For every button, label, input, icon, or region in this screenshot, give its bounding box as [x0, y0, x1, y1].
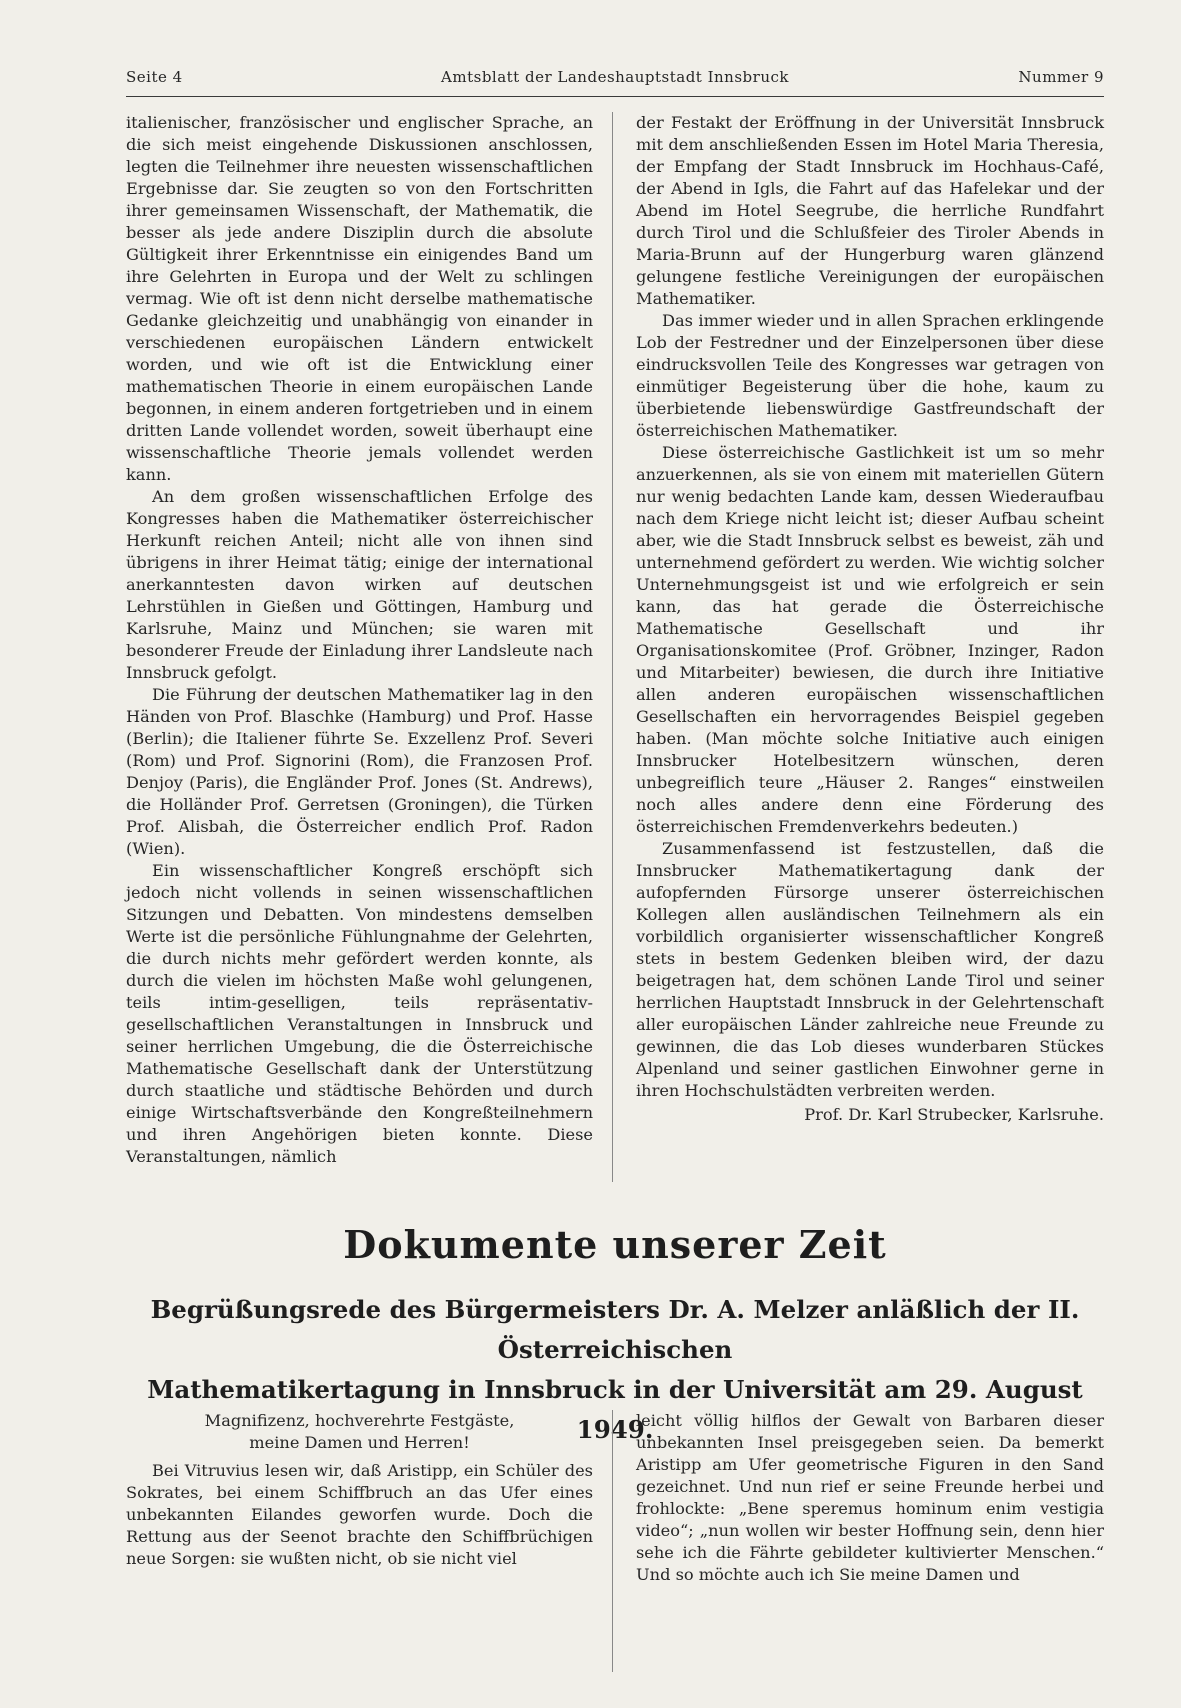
- page-header: [126, 68, 1104, 92]
- article1-right-column: [636, 112, 1104, 1126]
- speech-greeting: Magnifizenz, hochverehrte Festgäste,: [204, 1411, 515, 1430]
- article1-left-column: [126, 112, 593, 1168]
- paragraph: Diese österreichische Gastlichkeit ist um so mehr anzuerkennen, als sie von einem mit materiellen Gütern nur wenig bedachten Lande kam, dessen Wiederaufbau nach dem Kriege nicht leicht ist; dieser Aufbau scheint aber, wie die Stadt Innsbruck selbst es beweist, zäh und unternehmend gefördert zu werden. Wie wichtig solcher Unternehmungsgeist ist und wie erfolgreich er sein kann, das hat gerade die Österreichische Mathematische Gesellschaft und ihr Organisationskomitee (Prof. Gröbner, Inzinger, Radon und Mitarbeiter) bewiesen, die durch ihre Initiative allen anderen europäischen wissenschaftlichen Gesellschaften ein hervorragendes Beispiel gegeben haben. (Man möchte solche Initiative auch einigen Innsbrucker Hotelbesitzern wünschen, deren unbegreiflich teure „Häuser 2. Ranges“ einstweilen noch alles andere denn eine Förderung des österreichischen Fremdenverkehrs bedeuten.): [636, 443, 1104, 836]
- issue-number: Nummer 9: [1018, 68, 1104, 86]
- author-signature: Prof. Dr. Karl Strubecker, Karlsruhe.: [804, 1105, 1104, 1124]
- paragraph: Ein wissenschaftlicher Kongreß erschöpft sich jedoch nicht vollends in seinen wissenschaftlichen Sitzungen und Debatten. Von mindestens demselben Werte ist die persönliche Fühlungnahme der Gelehrten, die durch nichts mehr gefördert werden konnte, als durch die vielen im höchsten Maße wohl gelungenen, teils intim-geselligen, teils repräsentativ-gesellschaftlichen Veranstaltungen in Innsbruck und seiner herrlichen Umgebung, die die Österreichische Mathematische Gesellschaft dank der Unterstützung durch staatliche und städtische Behörden und durch einige Wirtschaftsverbände den Kongreßteilnehmern und ihren Angehörigen bieten konnte. Diese Veranstaltungen, nämlich: [126, 861, 593, 1166]
- header-rule: [126, 96, 1104, 97]
- paragraph: leicht völlig hilflos der Gewalt von Barbaren dieser unbekannten Insel preisgegeben seien. Da bemerkt Aristipp am Ufer geometrische Figuren in den Sand gezeichnet. Und nun rief er seine Freunde herbei und frohlockte: „Bene speremus hominum enim vestigia video“; „nun wollen wir bester Hoffnung sein, denn hier sehe ich die Fährte gebildeter kultivierter Menschen.“ Und so möchte auch ich Sie meine Damen und: [636, 1411, 1104, 1584]
- paragraph: Bei Vitruvius lesen wir, daß Aristipp, ein Schüler des Sokrates, bei einem Schiffbruch an das Ufer eines unbekannten Eilandes geworfen wurde. Doch die Rettung aus der Seenot brachte den Schiffbrüchigen neue Sorgen: sie wußten nicht, ob sie nicht viel: [126, 1461, 593, 1568]
- speech-greeting: meine Damen und Herren!: [249, 1433, 470, 1452]
- publication-title: Amtsblatt der Landeshauptstadt Innsbruck: [441, 68, 789, 86]
- paragraph: An dem großen wissenschaftlichen Erfolge des Kongresses haben die Mathematiker österreichischer Herkunft reichen Anteil; nicht alle von ihnen sind übrigens in ihrer Heimat tätig; einige der international anerkanntesten davon wirken auf deutschen Lehrstühlen in Gießen und Göttingen, Hamburg und Karlsruhe, Mainz und München; sie waren mit besonderer Freude der Einladung ihrer Landsleute nach Innsbruck gefolgt.: [126, 487, 593, 682]
- paragraph: Die Führung der deutschen Mathematiker lag in den Händen von Prof. Blaschke (Hamburg) und Prof. Hasse (Berlin); die Italiener führte Se. Exzellenz Prof. Severi (Rom) und Prof. Signorini (Rom), die Franzosen Prof. Denjoy (Paris), die Engländer Prof. Jones (St. Andrews), die Holländer Prof. Gerretsen (Groningen), die Türken Prof. Alisbah, die Österreicher endlich Prof. Radon (Wien).: [126, 685, 593, 858]
- article2-right-column: [636, 1410, 1104, 1586]
- paragraph: Zusammenfassend ist festzustellen, daß die Innsbrucker Mathematikertagung dank der aufopfernden Fürsorge unserer österreichischen Kollegen allen ausländischen Teilnehmern als ein vorbildlich organisierter wissenschaftlicher Kongreß stets in bestem Gedenken bleiben wird, der dazu beigetragen hat, dem schönen Lande Tirol und seiner herrlichen Hauptstadt Innsbruck in der Gelehrtenschaft aller europäischen Länder zahlreiche neue Freunde zu gewinnen, die das Lob dieses wunderbaren Stückes Alpenland und seiner gastlichen Einwohner gerne in ihren Hochschulstädten verbreiten werden.: [636, 839, 1104, 1100]
- speech-title-line: Mathematikertagung in Innsbruck in der Universität am 29. August 1949.: [147, 1375, 1083, 1444]
- paragraph: der Festakt der Eröffnung in der Universität Innsbruck mit dem anschließenden Essen im Hotel Maria Theresia, der Empfang der Stadt Innsbruck im Hochhaus-Café, der Abend in Igls, die Fahrt auf das Hafelekar und der Abend im Hotel Seegrube, die herrliche Rundfahrt durch Tirol und die Schlußfeier des Tiroler Abends in Maria-Brunn auf der Hungerburg waren glänzend gelungene festliche Vereinigungen der europäischen Mathematiker.: [636, 113, 1104, 308]
- speech-title-line: Begrüßungsrede des Bürgermeisters Dr. A. Melzer anläßlich der II. Österreichischen: [150, 1295, 1080, 1364]
- column-divider: [612, 1410, 613, 1672]
- paragraph: italienischer, französischer und englischer Sprache, an die sich meist eingehende Diskussionen anschlossen, legten die Teilnehmer ihre neuesten wissenschaftlichen Ergebnisse dar. Sie zeugten so von den Fortschritten ihrer gemeinsamen Wissenschaft, der Mathematik, die besser als jede andere Disziplin durch die absolute Gültigkeit ihrer Erkenntnisse ein einigendes Band um ihre Gelehrten in Europa und der Welt zu schlingen vermag. Wie oft ist denn nicht derselbe mathematische Gedanke gleichzeitig und unabhängig von einander in verschiedenen europäischen Ländern entwickelt worden, und wie oft ist die Entwicklung einer mathematischen Theorie in einem europäischen Lande begonnen, in einem anderen fortgetrieben und in einem dritten Lande vollendet worden, soweit überhaupt eine wissenschaftliche Theorie jemals vollendet werden kann.: [126, 113, 593, 484]
- paragraph: Das immer wieder und in allen Sprachen erklingende Lob der Festredner und der Einzelpersonen über diese eindrucksvollen Teile des Kongresses war getragen von einmütiger Begeisterung über die hohe, kaum zu überbietende liebenswürdige Gastfreundschaft der österreichischen Mathematiker.: [636, 311, 1104, 440]
- article2-left-column: [126, 1410, 593, 1570]
- page-number: Seite 4: [126, 68, 183, 86]
- section-title: Dokumente unserer Zeit: [343, 1222, 887, 1267]
- column-divider: [612, 112, 613, 1182]
